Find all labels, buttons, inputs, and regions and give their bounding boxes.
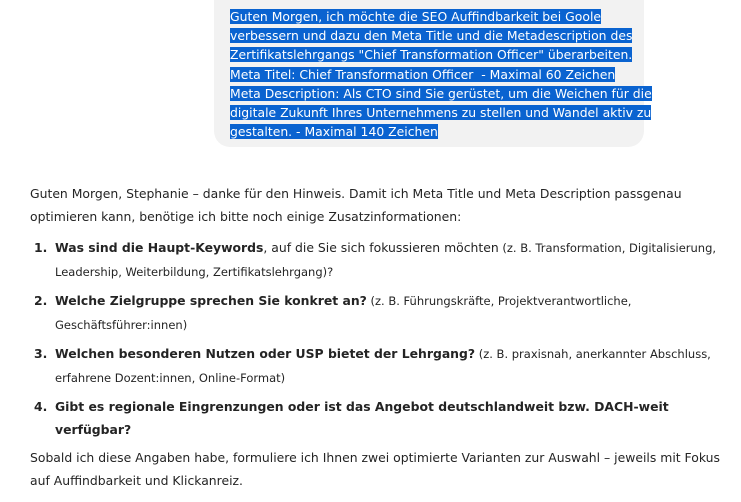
assistant-outro: Sobald ich diese Angaben habe, formuliere ich Ihnen zwei optimierte Varianten zur Auswahl – jeweils mit Fokus auf Auffindbarkeit und Klickanreiz. — [30, 450, 720, 488]
user-message-line: digitale Zukunft Ihres Unternehmens zu stellen und Wandel aktiv zu — [230, 105, 652, 121]
question-number: 4. — [34, 399, 48, 414]
question-item — [30, 342, 720, 390]
question-hint: (z. B. Transformation, Digitalisierung, Leadership, Weiterbildung, Zertifikatslehrgang)? — [55, 241, 717, 279]
user-message-text[interactable] — [230, 7, 652, 141]
assistant-intro: Guten Morgen, Stephanie – danke für den Hinweis. Damit ich Meta Title und Meta Description passgenau optimieren kann, benötige ich bitte noch einige Zusatzinformationen: — [30, 186, 682, 224]
user-message-bubble — [214, 0, 652, 147]
question-item — [30, 236, 720, 284]
user-message-line: gestalten. - Maximal 140 Zeichen — [230, 124, 438, 140]
question-item — [30, 289, 720, 337]
question-list — [30, 236, 720, 441]
question-title: Was sind die Haupt-Keywords — [55, 240, 264, 255]
user-message-line: verbessern und dazu den Meta Title und die Metadescription des — [230, 28, 633, 44]
question-title: Gibt es regionale Eingrenzungen oder ist das Angebot deutschlandweit bzw. DACH-weit verfügbar? — [55, 399, 669, 437]
user-message-line: Meta Titel: Chief Transformation Officer - Maximal 60 Zeichen — [230, 66, 616, 82]
question-title: Welche Zielgruppe sprechen Sie konkret an? — [55, 293, 367, 308]
user-message-line: Meta Description: Als CTO sind Sie gerüstet, um die Weichen für die — [230, 85, 652, 101]
question-hint: (z. B. praxisnah, anerkannter Abschluss, erfahrene Dozent:innen, Online-Format) — [55, 347, 711, 385]
question-text: , auf die Sie sich fokussieren möchten — [263, 240, 499, 255]
question-number: 2. — [34, 293, 48, 308]
user-message-line: Zertifikatslehrgangs "Chief Transformation Officer" überarbeiten. — [230, 47, 633, 63]
question-title: Welchen besonderen Nutzen oder USP bietet der Lehrgang? — [55, 346, 476, 361]
question-hint: (z. B. Führungskräfte, Projektverantwortliche, Geschäftsführer:innen) — [55, 294, 632, 332]
user-message-line: Guten Morgen, ich möchte die SEO Auffindbarkeit bei Goole — [230, 9, 602, 24]
question-number: 1. — [34, 240, 48, 255]
question-number: 3. — [34, 346, 48, 361]
assistant-message — [30, 182, 720, 492]
question-item — [30, 395, 720, 441]
